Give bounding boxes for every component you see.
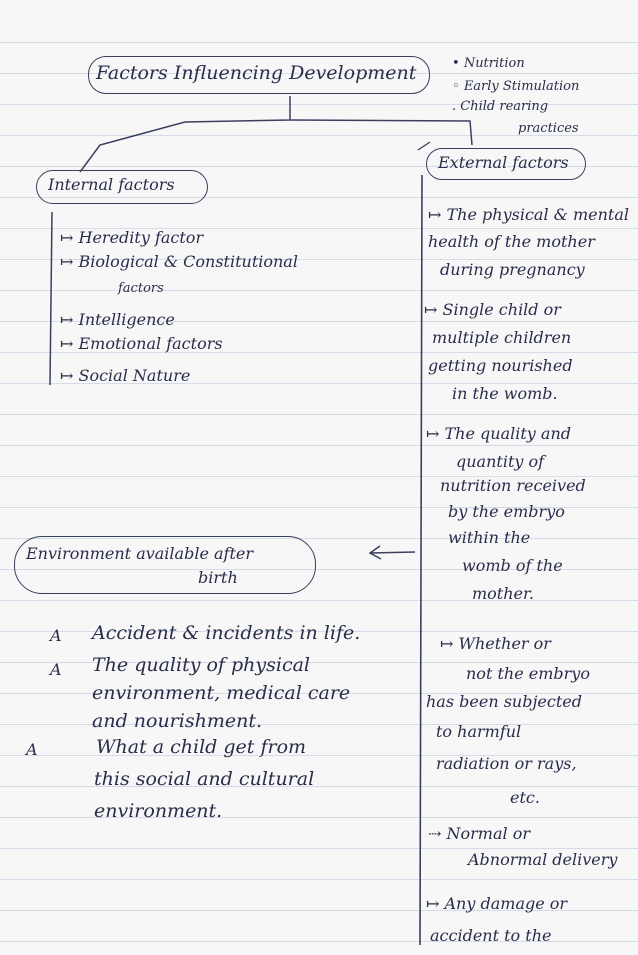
external-line: during pregnancy	[440, 260, 585, 279]
external-line: mother.	[472, 584, 534, 603]
external-line: by the embryo	[448, 502, 565, 521]
external-line: within the	[448, 528, 531, 547]
internal-heading: Internal factors	[48, 175, 175, 194]
environment-line: and nourishment.	[92, 710, 262, 732]
external-line: ↦ The quality and	[426, 424, 571, 443]
environment-heading-continued: birth	[198, 568, 238, 587]
external-line: etc.	[510, 788, 540, 807]
page-title: Factors Influencing Development	[96, 62, 417, 84]
external-line: in the womb.	[452, 384, 558, 403]
external-line: not the embryo	[466, 664, 590, 683]
external-heading: External factors	[438, 153, 569, 172]
external-line: radiation or rays,	[436, 754, 577, 773]
external-line: womb of the	[462, 556, 563, 575]
external-line: getting nourished	[428, 356, 573, 375]
top-list-item: practices	[518, 121, 579, 136]
external-line: ↦ Single child or	[424, 300, 561, 319]
environment-marker: A	[26, 740, 38, 759]
external-line: nutrition received	[440, 476, 586, 495]
environment-line: Accident & incidents in life.	[92, 622, 361, 644]
environment-line: environment, medical care	[92, 682, 351, 704]
internal-item: ↦ Biological & Constitutional	[60, 252, 298, 271]
top-list-item: ◦ Early Stimulation	[452, 79, 580, 94]
internal-item: ↦ Intelligence	[60, 310, 175, 329]
internal-item: ↦ Heredity factor	[60, 228, 204, 247]
external-line: ↦ Whether or	[440, 634, 551, 653]
environment-line: What a child get from	[96, 736, 307, 758]
external-line: quantity of	[456, 452, 545, 471]
internal-item: ↦ Emotional factors	[60, 334, 223, 353]
internal-item-continued: factors	[118, 281, 164, 296]
environment-heading: Environment available after	[26, 544, 253, 563]
external-line: health of the mother	[428, 232, 595, 251]
external-line: Abnormal delivery	[468, 850, 618, 869]
external-line: ↦ Any damage or	[426, 894, 568, 913]
environment-line: environment.	[94, 800, 223, 822]
top-list-item: • Nutrition	[452, 56, 525, 71]
environment-line: The quality of physical	[92, 654, 310, 676]
top-list-item: . Child rearing	[452, 99, 549, 114]
environment-line: this social and cultural	[94, 768, 315, 790]
external-line: ↦ The physical & mental	[428, 205, 630, 224]
internal-item: ↦ Social Nature	[60, 366, 191, 385]
environment-marker: A	[50, 626, 62, 645]
environment-marker: A	[50, 660, 62, 679]
external-line: accident to the	[430, 926, 552, 945]
external-line: to harmful	[436, 722, 522, 741]
external-line: has been subjected	[426, 692, 582, 711]
external-line: ⇢ Normal or	[428, 824, 530, 843]
external-line: multiple children	[432, 328, 572, 347]
